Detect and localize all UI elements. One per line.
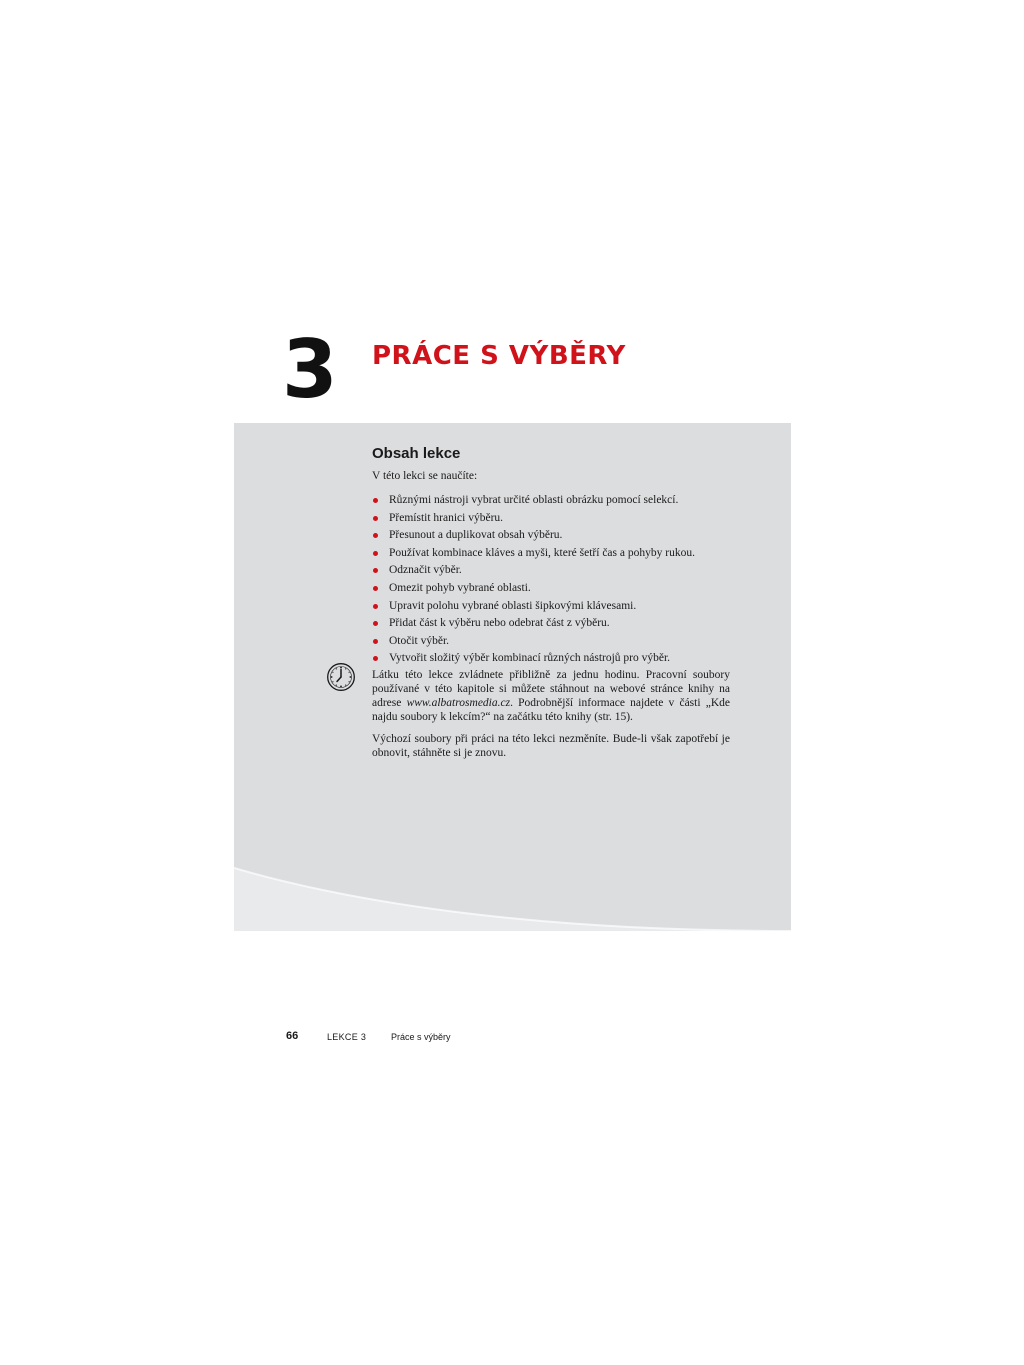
intro-text: V této lekci se naučíte:: [372, 470, 478, 482]
bullet-icon: [373, 621, 378, 626]
chapter-number: 3: [282, 323, 336, 416]
goal-text: Různými nástroji vybrat určité oblasti obrázku pomocí selekcí.: [389, 493, 679, 506]
bullet-icon: [373, 568, 378, 573]
goal-text: Používat kombinace kláves a myši, které šetří čas a pohyby rukou.: [389, 546, 695, 559]
bullet-icon: [373, 516, 378, 521]
list-item: [372, 562, 730, 580]
goal-text: Omezit pohyb vybrané oblasti.: [389, 581, 531, 594]
clock-icon: [326, 662, 356, 692]
footer-lesson-label: LEKCE 3: [327, 1032, 367, 1042]
page-number: 66: [286, 1030, 299, 1042]
list-item: [372, 510, 730, 528]
bullet-icon: [373, 604, 378, 609]
list-item: [372, 633, 730, 651]
lesson-overview-content: [372, 445, 730, 767]
list-item: [372, 492, 730, 510]
time-note-text: [372, 668, 730, 725]
bullet-icon: [373, 533, 378, 538]
list-item: [372, 650, 730, 668]
goal-text: Přesunout a duplikovat obsah výběru.: [389, 529, 563, 542]
goal-text: Přidat část k výběru nebo odebrat část z výběru.: [389, 617, 610, 630]
bullet-icon: [373, 551, 378, 556]
goal-text: Odznačit výběr.: [389, 564, 462, 577]
goal-text: Otočit výběr.: [389, 634, 450, 647]
website-link[interactable]: www.albatrosmedia.cz: [406, 697, 511, 710]
lesson-overview-box: [234, 423, 791, 931]
list-item: [372, 545, 730, 563]
list-item: [372, 527, 730, 545]
section-heading: Obsah lekce: [372, 445, 461, 462]
goal-text: Upravit polohu vybrané oblasti šipkovými klávesami.: [389, 599, 637, 612]
bullet-icon: [373, 639, 378, 644]
list-item: [372, 580, 730, 598]
files-note-text: Výchozí soubory při práci na této lekci nezměníte. Bude-li však zapotřebí je obnovit, stáhněte si je znovu.: [372, 732, 730, 759]
footer-lesson-title: Práce s výběry: [391, 1032, 451, 1042]
time-note-text-part: . Podrobnější informace najdete v části „Kde najdu soubory k lekcím?“ na začátku této knihy (str. 15).: [372, 697, 730, 724]
bullet-icon: [373, 586, 378, 591]
list-item: [372, 598, 730, 616]
time-note-text-part: Látku této lekce zvládnete přibližně za jednu hodinu. Pracovní soubory používané v této kapitole si můžete stáhnout na webové stránce knihy na adrese: [372, 668, 730, 710]
bullet-icon: [373, 498, 378, 503]
chapter-title: PRÁCE S VÝBĚRY: [372, 341, 626, 371]
bullet-icon: [373, 656, 378, 661]
goal-text: Přemístit hranici výběru.: [389, 511, 504, 524]
time-note: [372, 668, 730, 760]
list-item: [372, 615, 730, 633]
lesson-goals-list: [372, 492, 730, 668]
goal-text: Vytvořit složitý výběr kombinací různých nástrojů pro výběr.: [389, 652, 671, 665]
